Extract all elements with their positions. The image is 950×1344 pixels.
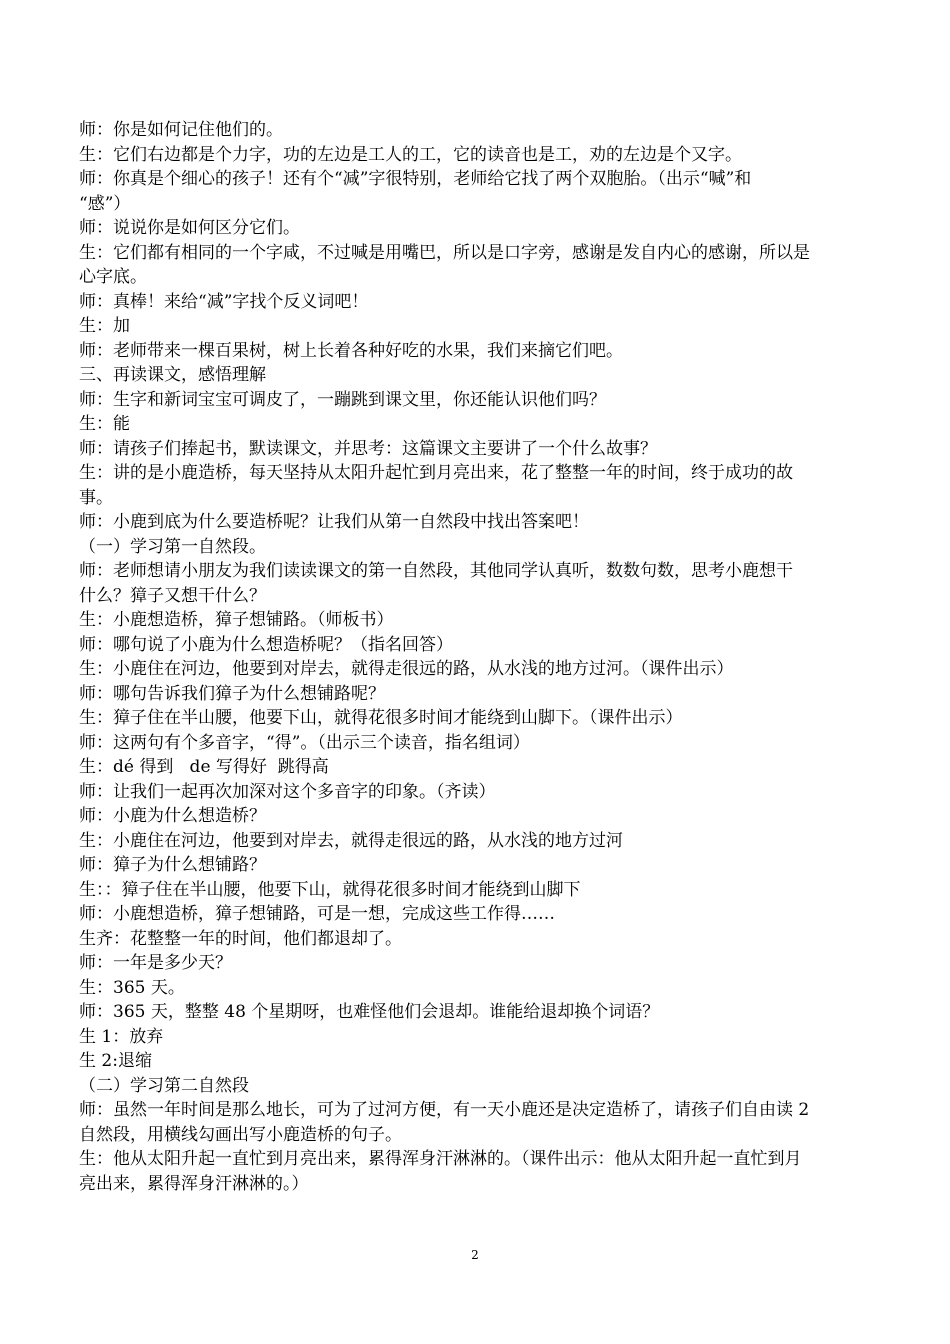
text-line: 生：它们右边都是个力字，功的左边是工人的工，它的读音也是工，劝的左边是个又字。 — [79, 144, 742, 165]
text-line: 师：365 天，整整 48 个星期呀，也难怪他们会退却。谁能给退却换个词语？ — [79, 1002, 660, 1022]
text-line: 师：小鹿想造桥，獐子想铺路，可是一想，完成这些工作得…… — [79, 904, 555, 924]
text-line: 师：一年是多少天？ — [79, 953, 232, 973]
text-line: 师：小鹿到底为什么要造桥呢？让我们从第一自然段中找出答案吧！ — [79, 512, 589, 532]
document-body — [79, 118, 869, 1196]
text-line: 师：哪句说了小鹿为什么想造桥呢？（指名回答） — [79, 634, 453, 655]
text-line: 事。 — [79, 487, 113, 508]
text-line: 师：生字和新词宝宝可调皮了，一蹦跳到课文里，你还能认识他们吗？ — [79, 389, 606, 410]
text-line: 生齐：花整整一年的时间，他们都退却了。 — [79, 928, 402, 949]
text-line: 生：讲的是小鹿造桥，每天坚持从太阳升起忙到月亮出来，花了整整一年的时间，终于成功的故 — [79, 463, 793, 483]
text-line: 师：小鹿为什么想造桥？ — [79, 806, 266, 826]
text-line: 师：老师想请小朋友为我们读读课文的第一自然段，其他同学认真听，数数句数，思考小鹿想干 — [79, 561, 793, 581]
text-line: 亮出来，累得浑身汗淋淋的。） — [79, 1173, 309, 1194]
text-line: 生：它们都有相同的一个字咸，不过喊是用嘴巴，所以是口字旁，感谢是发自内心的感谢，所以是 — [79, 242, 810, 263]
text-line: 师：说说你是如何区分它们。 — [79, 218, 300, 238]
text-line: 生：小鹿住在河边，他要到对岸去，就得走很远的路，从水浅的地方过河。（课件出示） — [79, 659, 734, 679]
text-line: 师：真棒！来给“减”字找个反义词吧！ — [79, 291, 369, 312]
text-line: 师：让我们一起再次加深对这个多音字的印象。（齐读） — [79, 781, 496, 802]
text-line: 师：你是如何记住他们的。 — [79, 120, 283, 140]
text-line: 生：他从太阳升起一直忙到月亮出来，累得浑身汗淋淋的。（课件出示：他从太阳升起一直忙到月 — [79, 1149, 802, 1169]
text-line: 生：：獐子住在半山腰，他要下山，就得花很多时间才能绕到山脚下 — [79, 879, 581, 900]
text-line: 生 1：放弃 — [79, 1026, 164, 1047]
text-line: 心字底。 — [79, 267, 147, 287]
text-line: 生：365 天。 — [79, 977, 185, 998]
text-line: 师：老师带来一棵百果树，树上长着各种好吃的水果，我们来摘它们吧。 — [79, 340, 623, 361]
text-line: 生 2:退缩 — [79, 1051, 152, 1071]
text-line: 师：虽然一年时间是那么地长，可为了过河方便，有一天小鹿还是决定造桥了，请孩子们自由读 2 — [79, 1100, 810, 1120]
text-line: 师：这两句有个多音字，“得”。（出示三个读音，指名组词） — [79, 732, 530, 753]
text-line: 生：加 — [79, 316, 130, 336]
text-line: 师：獐子为什么想铺路？ — [79, 855, 266, 875]
section-heading: 三、再读课文，感悟理解 — [79, 365, 266, 385]
text-line: 生：小鹿住在河边，他要到对岸去，就得走很远的路，从水浅的地方过河 — [79, 830, 623, 851]
text-line: 生：獐子住在半山腰，他要下山，就得花很多时间才能绕到山脚下。（课件出示） — [79, 708, 683, 728]
text-line: 什么？獐子又想干什么？ — [79, 585, 266, 606]
text-line: 师：你真是个细心的孩子！还有个“减”字很特别，老师给它找了两个双胞胎。（出示“喊”和 — [79, 169, 752, 189]
subsection-heading: （一）学习第一自然段。 — [79, 536, 266, 557]
text-line: “感”） — [79, 193, 131, 214]
text-line: 师：哪句告诉我们獐子为什么想铺路呢？ — [79, 683, 385, 704]
text-line: 生：dé 得到 de 写得好 跳得高 — [79, 757, 329, 777]
subsection-heading: （二）学习第二自然段 — [79, 1075, 249, 1096]
text-line: 师：请孩子们捧起书，默读课文，并思考：这篇课文主要讲了一个什么故事？ — [79, 438, 657, 459]
page-number: 2 — [471, 1248, 479, 1262]
text-line: 生：能 — [79, 414, 130, 434]
text-line: 自然段，用横线勾画出写小鹿造桥的句子。 — [79, 1124, 402, 1145]
text-line: 生：小鹿想造桥，獐子想铺路。（师板书） — [79, 610, 394, 630]
